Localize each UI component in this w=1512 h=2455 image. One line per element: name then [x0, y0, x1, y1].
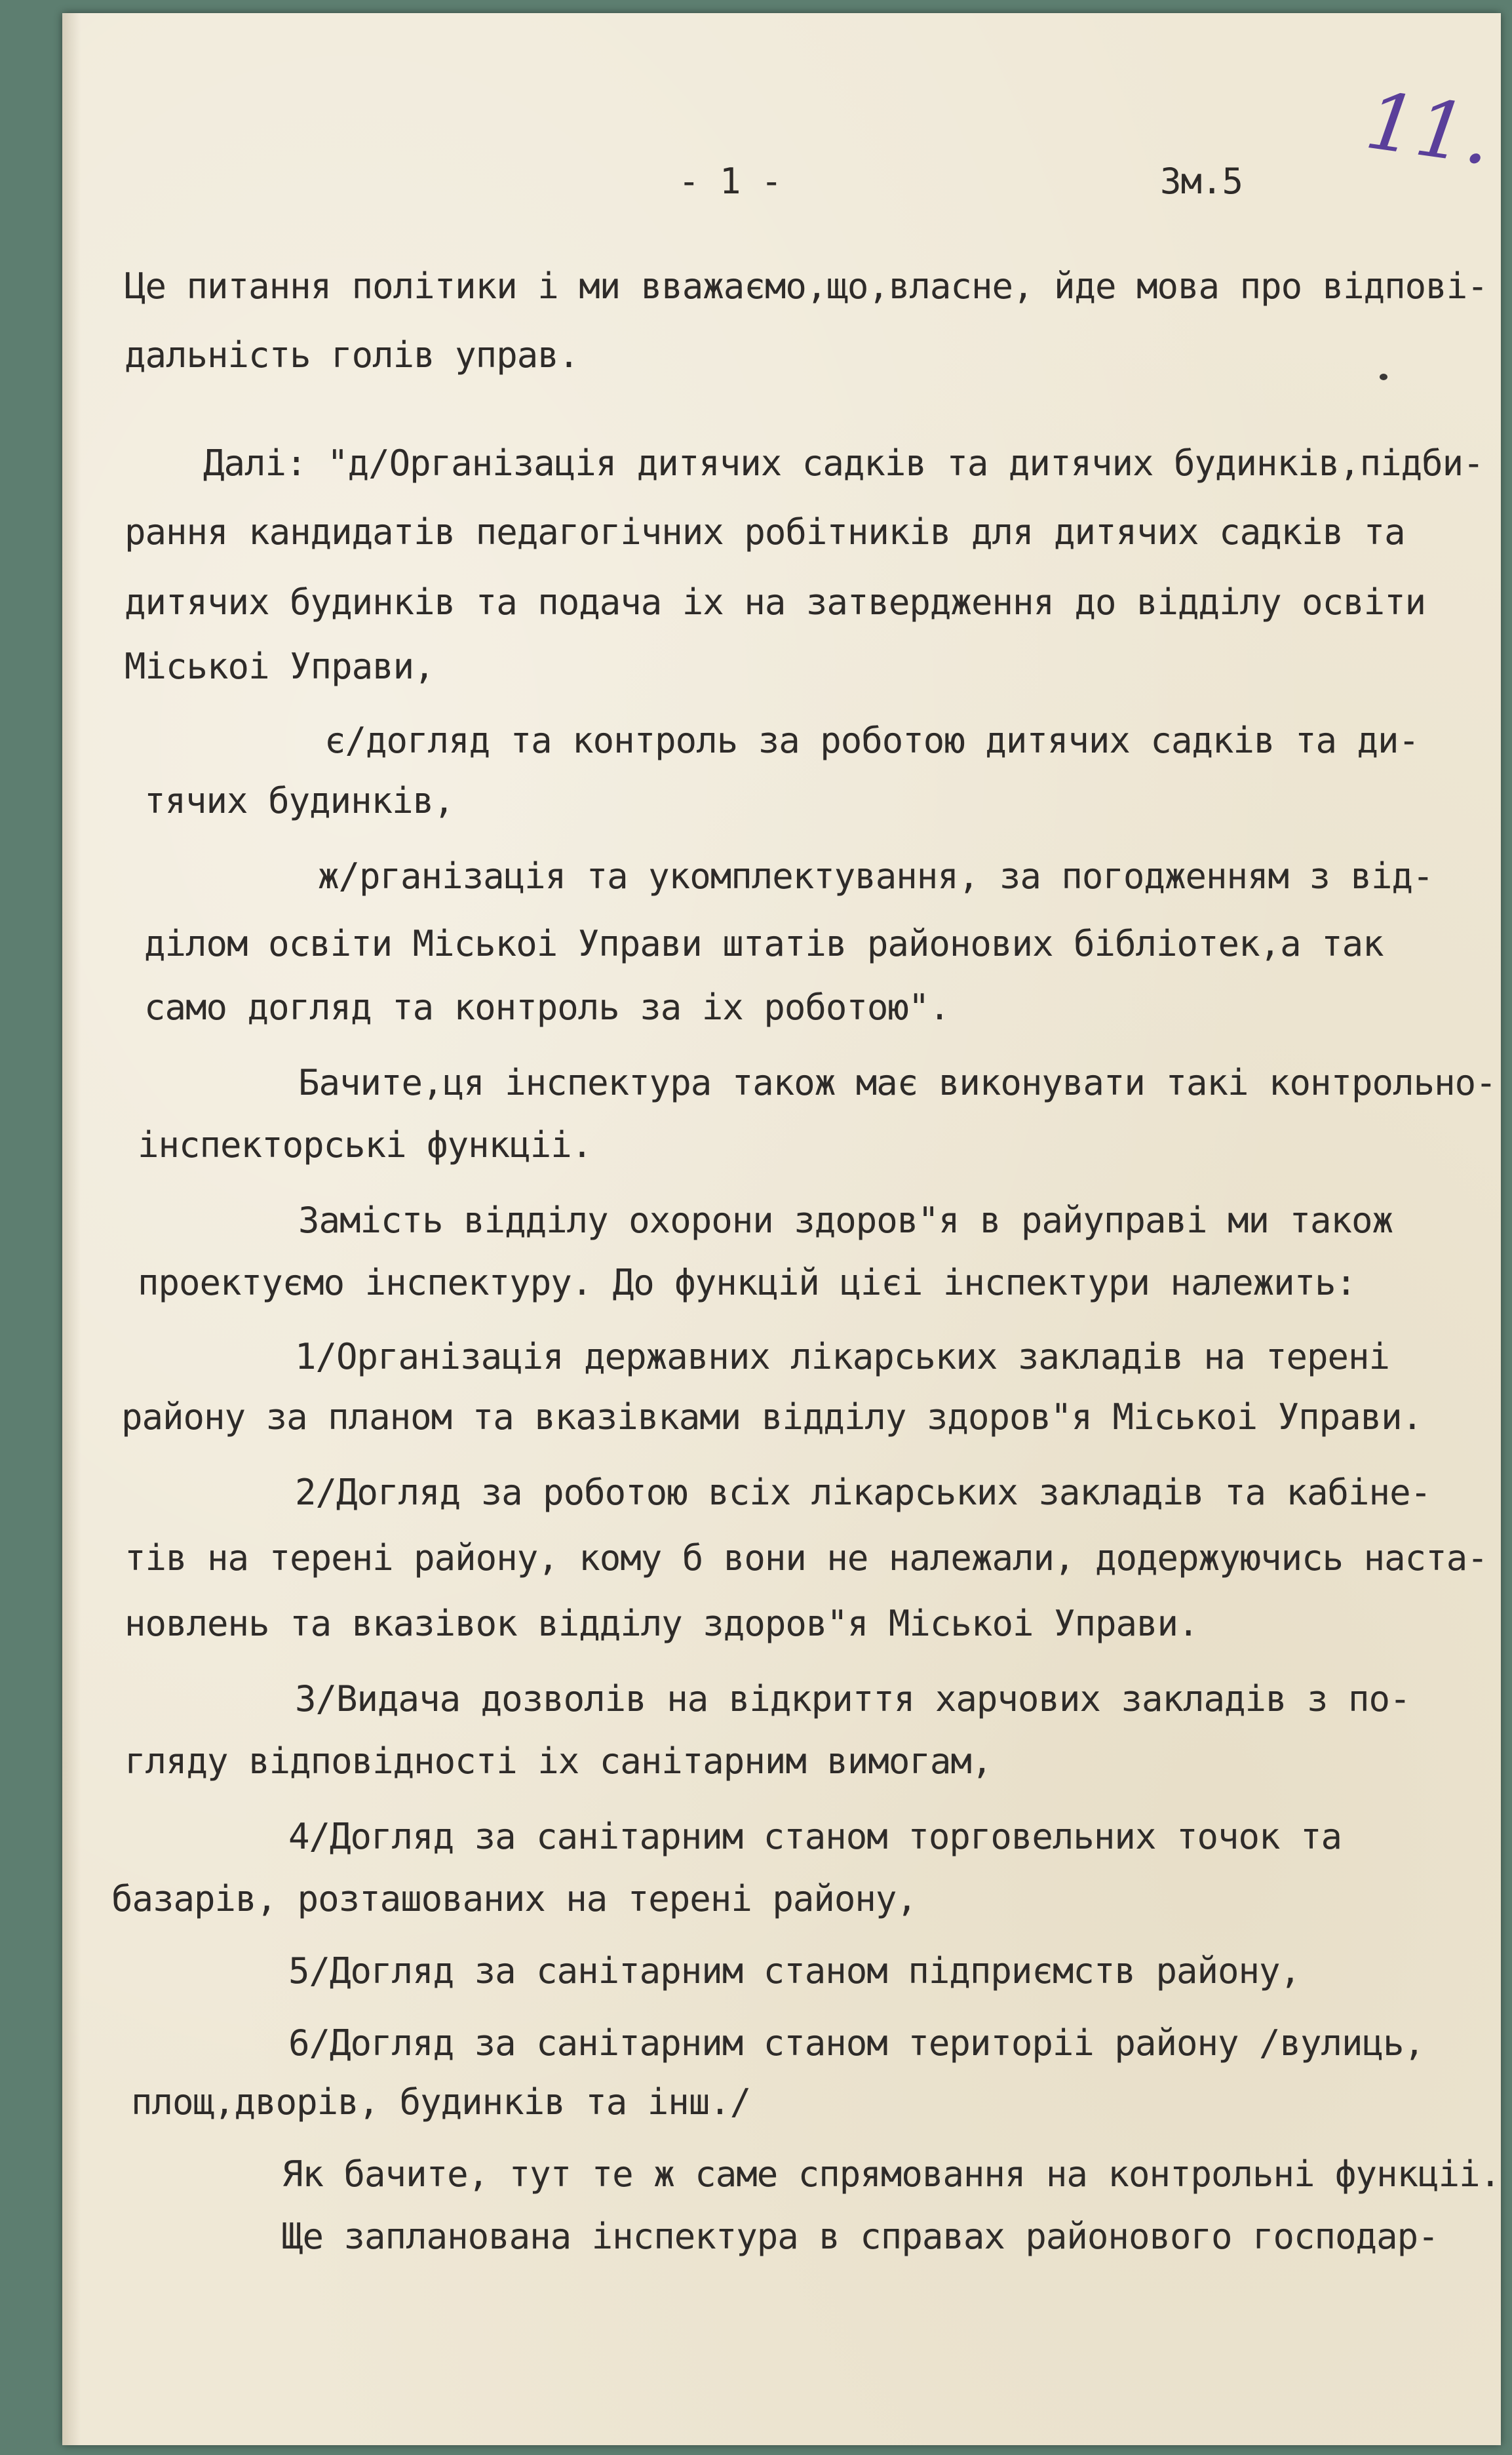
text-line: тячих будинків, [144, 780, 454, 821]
text-line: базарів, розташованих на терені району, [111, 1878, 917, 1919]
text-line: 5/Догляд за санітарним станом підприємств району, [288, 1950, 1301, 1992]
text-line: дитячих будинків та подача іх на затвердження до відділу освіти [125, 581, 1426, 623]
page-fold-shadow [62, 13, 81, 2445]
text-line: дальність голів управ. [125, 334, 579, 376]
text-line: проектуємо інспектуру. До функцій цієі інспектури належить: [138, 1262, 1357, 1303]
text-line: само догляд та контроль за іх роботою". [144, 987, 950, 1028]
text-line: 4/Догляд за санітарним станом торговельних точок та [288, 1816, 1342, 1857]
text-line: 1/Організація державних лікарських закладів на терені [295, 1336, 1390, 1377]
ink-spot [1380, 374, 1387, 380]
revision-mark: Зм.5 [1160, 161, 1243, 202]
text-line: району за планом та вказівками відділу здоров"я Міськоі Управи. [121, 1396, 1423, 1438]
text-line: інспекторські функціі. [138, 1124, 592, 1166]
text-line: Замість відділу охорони здоров"я в райуправі ми також [298, 1200, 1393, 1241]
text-line: Як бачите, тут те ж саме спрямовання на контрольні функціі. [282, 2153, 1501, 2195]
document-page [62, 13, 1501, 2445]
text-line: 2/Догляд за роботою всіх лікарських закладів та кабіне- [295, 1472, 1431, 1513]
page-number: - 1 - [678, 161, 782, 202]
text-line: є/догляд та контроль за роботою дитячих садків та ди- [324, 720, 1420, 761]
text-line: 6/Догляд за санітарним станом територіі району /вулиць, [288, 2022, 1425, 2064]
text-line: Міськоі Управи, [125, 646, 435, 687]
text-line: гляду відповідності іх санітарним вимогам, [125, 1740, 992, 1782]
text-line: ж/рганізація та укомплектування, за погодженням з від- [318, 855, 1433, 897]
text-line: площ,дворів, будинків та інш./ [131, 2081, 751, 2123]
text-line: тів на терені району, кому б вони не належали, додержуючись наста- [125, 1537, 1488, 1579]
text-line: Це питання політики і ми вважаємо,що,власне, йде мова про відпові- [125, 265, 1488, 307]
text-line: рання кандидатів педагогічних робітників для дитячих садків та [125, 511, 1405, 553]
text-line: Бачите,ця інспектура також має виконувати такі контрольно- [298, 1062, 1496, 1103]
text-line: 3/Видача дозволів на відкриття харчових закладів з по- [295, 1678, 1410, 1719]
text-line: ділом освіти Міськоі Управи штатів районових бібліотек,а так [144, 923, 1384, 964]
text-line: Далі: "д/Організація дитячих садків та дитячих будинків,підби- [203, 442, 1484, 484]
handwritten-folio-number: 11. [1360, 75, 1497, 184]
text-line: Ще запланована інспектура в справах районового господар- [282, 2216, 1439, 2257]
text-line: новлень та вказівок відділу здоров"я Міськоі Управи. [125, 1603, 1199, 1644]
